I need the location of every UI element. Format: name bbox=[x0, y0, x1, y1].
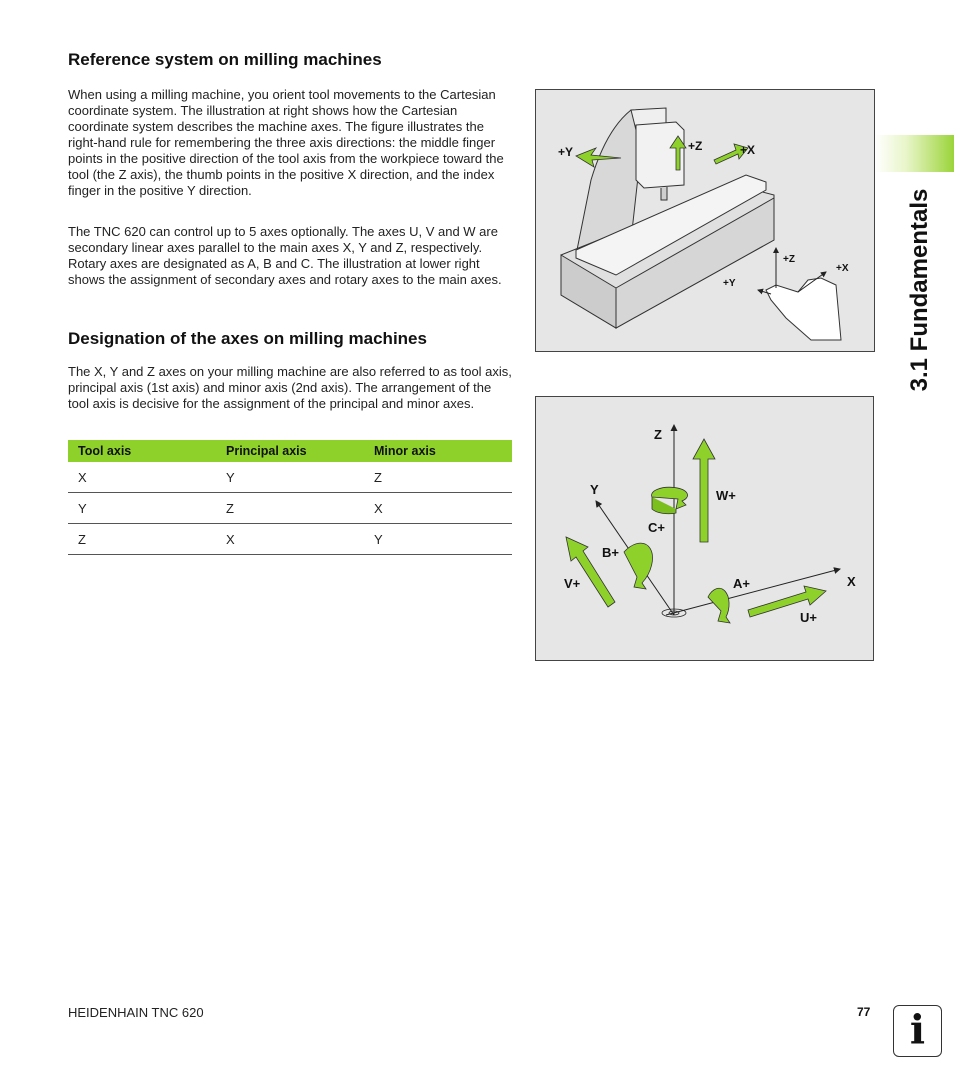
table-row bbox=[68, 462, 512, 493]
header-tool-axis: Tool axis bbox=[68, 440, 216, 462]
footer-product: HEIDENHAIN TNC 620 bbox=[68, 1005, 204, 1020]
table-cell: X bbox=[364, 493, 512, 524]
table-row bbox=[68, 493, 512, 524]
section-title-text: 3.1 Fundamentals bbox=[906, 188, 933, 392]
header-principal-axis: Principal axis bbox=[216, 440, 364, 462]
table-cell: Y bbox=[364, 524, 512, 555]
table-cell: Y bbox=[68, 493, 216, 524]
info-icon-glyph: i bbox=[909, 1006, 926, 1054]
label-c-plus: C+ bbox=[648, 520, 665, 535]
table-cell: Z bbox=[216, 493, 364, 524]
axes-illustration bbox=[536, 397, 873, 660]
label-x-axis: X bbox=[847, 574, 856, 589]
label-plus-x: +X bbox=[740, 143, 756, 157]
hand-label-plus-z: +Z bbox=[783, 254, 795, 265]
milling-machine-figure bbox=[535, 89, 875, 352]
paragraph-secondary-axes: The TNC 620 can control up to 5 axes optionally. The axes U, V and W are secondary linear axes parallel to the main axes X, Y and Z, respectively. Rotary axes are designated as A, B and C. The illustration at lower right shows the assignment of secondary axes and rotary axes to the main axes. bbox=[68, 224, 502, 287]
table-row bbox=[68, 524, 512, 555]
table-cell: X bbox=[216, 524, 364, 555]
label-a-plus: A+ bbox=[733, 576, 750, 591]
table-cell: X bbox=[68, 462, 216, 493]
label-z-axis: Z bbox=[654, 427, 662, 442]
axes-table bbox=[68, 440, 512, 555]
label-plus-y: +Y bbox=[558, 145, 574, 159]
axes-designation-figure bbox=[535, 396, 874, 661]
section-title bbox=[890, 188, 950, 392]
heading-reference-system: Reference system on milling machines bbox=[68, 50, 382, 69]
label-b-plus: B+ bbox=[602, 545, 619, 560]
paragraph-reference-system: When using a milling machine, you orient tool movements to the Cartesian coordinate system. The illustration at right shows how the Cartesian coordinate system describes the machine axes. The figure illustrates the right-hand rule for remembering the three axis directions: the middle finger points in the positive direction of the tool axis from the workpiece toward the tool (the Z axis), the thumb points in the positive X direction, and the index finger in the positive Y direction. bbox=[68, 87, 504, 198]
info-icon bbox=[893, 1005, 942, 1057]
label-plus-z: +Z bbox=[688, 139, 703, 153]
label-v-plus: V+ bbox=[564, 576, 581, 591]
table-cell: Y bbox=[216, 462, 364, 493]
table-cell: Z bbox=[68, 524, 216, 555]
label-w-plus: W+ bbox=[716, 488, 736, 503]
page-number: 77 bbox=[857, 1005, 871, 1019]
heading-axis-designation: Designation of the axes on milling machines bbox=[68, 329, 427, 348]
chapter-tab bbox=[875, 135, 954, 172]
hand-label-plus-x: +X bbox=[836, 263, 849, 274]
label-y-axis: Y bbox=[590, 482, 599, 497]
header-minor-axis: Minor axis bbox=[364, 440, 512, 462]
paragraph-axis-designation: The X, Y and Z axes on your milling machine are also referred to as tool axis, principal axis (1st axis) and minor axis (2nd axis). The arrangement of the tool axis is decisive for the assignment of the principal and minor axes. bbox=[68, 364, 512, 411]
label-u-plus: U+ bbox=[800, 610, 817, 625]
hand-label-plus-y: +Y bbox=[723, 278, 736, 289]
table-cell: Z bbox=[364, 462, 512, 493]
milling-machine-illustration bbox=[536, 90, 874, 351]
table-header-row bbox=[68, 440, 512, 462]
